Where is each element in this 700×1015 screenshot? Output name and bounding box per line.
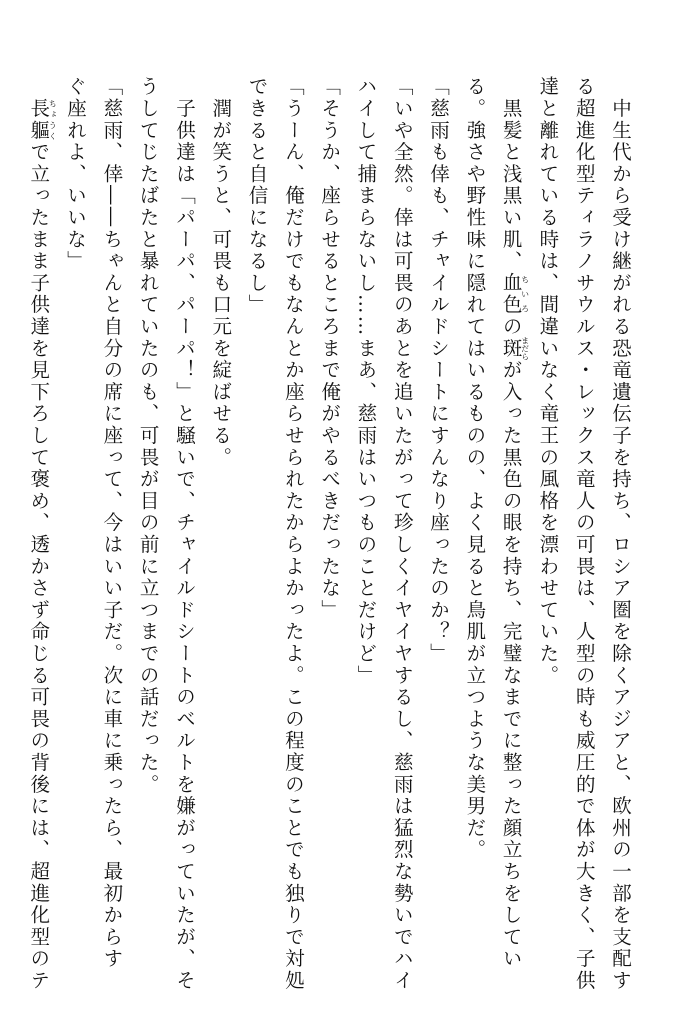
text-line xyxy=(275,76,311,992)
text-line xyxy=(57,76,93,976)
text-segment: る超進化型ティラノサウルス・レックス竜人の可畏は、人型の時も威圧的で体が大きく、子供 xyxy=(572,76,596,992)
text-segment: 黒髪と浅黒い肌、 xyxy=(499,76,523,273)
text-line xyxy=(202,76,238,976)
ruby-annotation: 長軀ちょうく xyxy=(27,97,58,142)
text-line xyxy=(456,76,492,976)
text-line xyxy=(565,76,601,992)
text-segment: 子供達は「パーパ、パーパ！」と騒いで、チャイルドシートのベルトを嫌がっていたが、そ xyxy=(172,76,196,992)
text-line xyxy=(93,76,129,976)
text-segment: できると自信になるし」 xyxy=(245,76,269,316)
text-segment: ハイして捕まらないし……まあ、慈雨はいつものことだけど」 xyxy=(354,76,378,687)
text-segment: 「慈雨、倖――ちゃんと自分の席に座って、今はいい子だ。次に車に乗ったら、最初からす xyxy=(100,76,124,970)
ruby-annotation: 斑まだら xyxy=(499,336,530,361)
text-line xyxy=(311,76,347,976)
text-line xyxy=(20,76,58,992)
text-segment: 「いや全然。倖は可畏のあとを追いたがって珍しくイヤイヤするし、慈雨は猛烈な勢いでハイ xyxy=(390,76,414,992)
text-segment: 「慈雨も倖も、チャイルドシートにすんなり座ったのか？」 xyxy=(427,76,451,665)
text-segment: の xyxy=(499,315,523,338)
text-segment: 「そうか、座らせるところまで俺がやるべきだったな」 xyxy=(318,76,342,621)
text-line xyxy=(347,76,383,976)
text-line xyxy=(166,76,202,992)
text-segment xyxy=(27,76,50,98)
vertical-text-body xyxy=(27,76,638,992)
text-segment: 潤が笑うと、可畏も口元を綻ばせる。 xyxy=(209,76,233,469)
ruby-annotation: 血色ちいろ xyxy=(499,272,530,316)
text-line xyxy=(602,76,638,992)
text-line xyxy=(383,76,419,992)
text-segment: うしてじたばたと暴れていたのも、可畏が目の前に立つまでの話だった。 xyxy=(136,76,160,796)
text-segment: が入った黒色の眼を持ち、完璧なまでに整った顔立ちをしてい xyxy=(499,359,523,970)
text-segment: 達と離れている時は、間違いなく竜王の風格を漂わせていた。 xyxy=(536,76,560,687)
text-segment: 中生代から受け継がれる恐竜遺伝子を持ち、ロシア圏を除くアジアと、欧州の一部を支配す xyxy=(609,76,632,992)
text-line xyxy=(420,76,456,976)
text-line xyxy=(492,76,529,976)
text-line xyxy=(238,76,274,976)
text-line xyxy=(129,76,165,976)
text-segment: で立ったまま子供達を見下ろして褒め、透かさず命じる可畏の背後には、超進化型のテ xyxy=(27,141,51,992)
text-line xyxy=(529,76,565,976)
text-segment: る。強さや野性味に隠れてはいるものの、よく見ると鳥肌が立つような美男だ。 xyxy=(463,76,487,861)
text-segment: 「うーん、俺だけでもなんとか座らせられたからよかったよ。この程度のことでも独りで対処 xyxy=(281,76,305,992)
text-segment: ぐ座れよ、いいな」 xyxy=(64,76,88,273)
